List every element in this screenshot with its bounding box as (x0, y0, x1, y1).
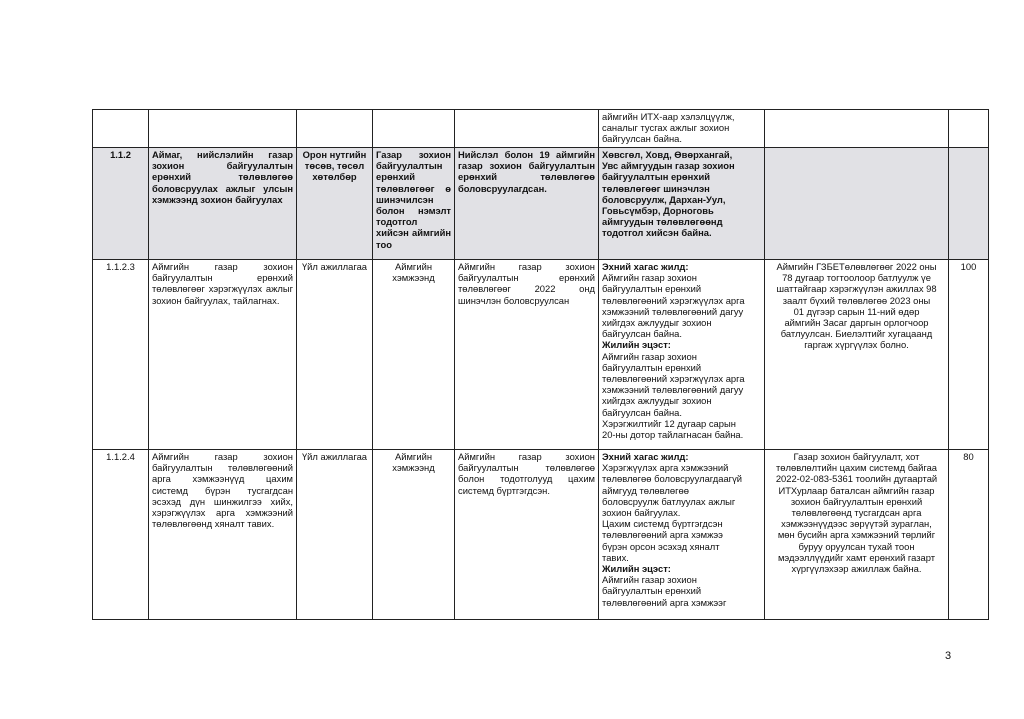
report-line: бүрэн орсон эсэхэд хяналт (602, 540, 720, 552)
report-line: Хөвсгөл, Ховд, Өвөрхангай, (602, 149, 733, 160)
report-line: аймгийн ИТХ-аар хэлэлцүүлж, (602, 111, 735, 122)
cell-responsible: Орон нутгийн төсөв, төсөл хөтөлбөр (297, 148, 373, 260)
report-line: байгуулсан байна. (602, 406, 682, 418)
report-line: төлөвлөгөөний хэрэгжүүлэх арга (602, 294, 745, 306)
cell-target: Аймгийн газар зохион байгуулалтын төлөвлөгөө болон тодотголууд цахим системд бүртгэгдсэн. (455, 450, 599, 620)
report-line: саналыг тусгах ажлыг зохион (602, 122, 730, 134)
report-line: төлөвлөгөө боловсруулагдаагүй (602, 473, 743, 485)
report-line: хийгдэх ажлуудыг зохион (602, 395, 712, 407)
cell-indicator (373, 110, 455, 148)
report-line: Аймгийн газар зохион (602, 574, 697, 586)
report-line: төлөвлөгөөний хэрэгжүүлэх арга (602, 373, 745, 385)
report-line: байгуулалтын ерөнхий (602, 171, 711, 183)
report-line: Жилийн эцэст: (602, 339, 671, 351)
report-line: байгуулалтын ерөнхий (602, 283, 702, 295)
cell-indicator: Аймгийн хэмжээнд (373, 260, 455, 450)
report-line: төлөвлөгөөний арга хэмжээг (602, 596, 727, 608)
report-line: 20-ны дотор тайлагнасан байна. (602, 429, 744, 441)
cell-num: 1.1.2 (93, 148, 149, 260)
cell-score (949, 148, 989, 260)
cell-report (599, 148, 765, 260)
assessment-line: мэдээллүүдийг хамт ерөнхий газарт (777, 551, 936, 563)
assessment-line: Газар зохион байгуулалт, хот (793, 451, 920, 462)
report-line: хийгдэх ажлуудыг зохион (602, 317, 712, 329)
report-line: Эхний хагас жилд: (602, 261, 689, 272)
assessment-line: мөн бусийн арга хэмжээний төрлийг (777, 529, 936, 541)
report-line: Эхний хагас жилд: (602, 451, 689, 462)
report-line: хэмжээний төлөвлөгөөний дагуу (602, 305, 744, 317)
table-row (93, 260, 989, 450)
assessment-line: батлуулсан. Биелэлтийг хугацаанд (780, 328, 933, 340)
cell-assessment (765, 450, 949, 620)
report-line: Хэрэгжилтийг 12 дугаар сарын (602, 417, 736, 429)
assessment-line: 78 дугаар тогтоолоор батлуулж үе (782, 272, 931, 284)
cell-task: Аймаг, нийслэлийн газар зохион байгуулалтын ерөнхий төлөвлөгөө боловсруулах ажлыг улсын хэмжээнд зохион байгуулах (149, 148, 297, 260)
cell-report (599, 110, 765, 148)
assessment-line: Аймгийн ГЗБЕТөлөвлөгөөг 2022 оны (776, 261, 937, 272)
cell-responsible (297, 110, 373, 148)
report-line: байгуулсан байна. (602, 133, 682, 145)
report-line: хэмжээний төлөвлөгөөний дагуу (602, 384, 744, 396)
report-line: байгуулалтын ерөнхий (602, 585, 702, 597)
report-line: Увс аймгуудын газар зохион (602, 160, 735, 172)
table-row (93, 450, 989, 620)
report-line: төлөвлөгөөг шинэчлэн (602, 182, 710, 194)
cell-indicator: Газар зохион байгуулалтын ерөнхий төлөвлөгөөг ө шинэчилсэн болон нэмэлт тодотгол хийсэн аймгийн тоо (373, 148, 455, 260)
cell-num (93, 110, 149, 148)
report-line: байгуулсан байна. (602, 328, 682, 340)
report-line: боловсруулж, Дархан-Уул, (602, 193, 726, 205)
cell-score (949, 110, 989, 148)
report-line: Говьсүмбэр, Дорноговь (602, 205, 714, 217)
assessment-line: төлөвлөлтийн цахим системд байгаа (776, 462, 937, 474)
cell-task: Аймгийн газар зохион байгуулалтын төлөвлөгөөний арга хэмжээнүүд цахим системд бүрэн тусгагдсан эсэхэд дүн шинжилгээ хийх, хэрэгжүүлэх арга хэмжээний төлөвлөгөөнд хяналт тавих. (149, 450, 297, 620)
cell-responsible: Үйл ажиллагаа (297, 260, 373, 450)
cell-assessment (765, 260, 949, 450)
report-line: байгуулалтын ерөнхий (602, 361, 702, 373)
assessment-line: заалт бүхий төлөвлөгөө 2023 оны (782, 294, 931, 306)
cell-report (599, 450, 765, 620)
cell-score: 80 (949, 450, 989, 620)
assessment-line: 01 дүгээр сарын 11-ний өдөр (793, 305, 920, 317)
report-line: аймгууд төлөвлөгөө (602, 484, 689, 496)
assessment-line: буруу оруулсан тухай тоон (798, 540, 915, 552)
cell-score: 100 (949, 260, 989, 450)
assessment-line: аймгийн Засаг даргын орлогчоор (784, 317, 929, 329)
assessment-line: хүргүүлэхээр ажиллаж байна. (791, 563, 922, 575)
cell-report (599, 260, 765, 450)
cell-assessment (765, 110, 949, 148)
cell-responsible: Үйл ажиллагаа (297, 450, 373, 620)
cell-target: Аймгийн газар зохион байгуулалтын ерөнхий төлөвлөгөөг 2022 онд шинэчлэн боловсруулсан (455, 260, 599, 450)
assessment-line: гаргаж хүргүүлэх болно. (804, 339, 909, 351)
report-line: Жилийн эцэст: (602, 563, 671, 575)
cell-num: 1.1.2.4 (93, 450, 149, 620)
table-row-section (93, 148, 989, 260)
report-line: Цахим системд бүртгэгдсэн (602, 518, 723, 530)
table-row-continued (93, 110, 989, 148)
cell-num: 1.1.2.3 (93, 260, 149, 450)
cell-task: Аймгийн газар зохион байгуулалтын ерөнхий төлөвлөгөөг хэрэгжүүлэх ажлыг зохион байгуулах, тайлагнах. (149, 260, 297, 450)
report-line: тавих. (602, 551, 629, 563)
assessment-line: хэмжээнүүдээс зөрүүтэй зураглан, (781, 518, 932, 530)
assessment-line: төлөвлөгөөнд тусгагдсан арга (791, 507, 922, 519)
report-line: боловсруулж батлуулах ажлыг (602, 495, 736, 507)
report-line: зохион байгуулах. (602, 507, 681, 519)
report-line: Аймгийн газар зохион (602, 272, 697, 284)
plan-report-table (92, 109, 989, 620)
assessment-line: зохион байгуулалтын ерөнхий (790, 495, 923, 507)
report-line: аймгуудын төлөвлөгөөнд (602, 216, 723, 228)
cell-task (149, 110, 297, 148)
page-number: 3 (945, 650, 952, 662)
cell-target: Нийслэл болон 19 аймгийн газар зохион байгуулалтын ерөнхий төлөвлөгөө боловсруулагдсан. (455, 148, 599, 260)
cell-assessment (765, 148, 949, 260)
cell-indicator: Аймгийн хэмжээнд (373, 450, 455, 620)
report-line: тодотгол хийсэн байна. (602, 227, 712, 239)
assessment-line: шаттайгаар хэрэгжүүлэн ажиллах 98 (776, 283, 937, 295)
report-line: Аймгийн газар зохион (602, 350, 697, 362)
cell-target (455, 110, 599, 148)
assessment-line: 2022-02-083-5361 тоолийн дугаартай (775, 473, 938, 485)
report-line: төлөвлөгөөний арга хэмжээ (602, 529, 723, 541)
report-line: Хэрэгжүүлэх арга хэмжээний (602, 462, 729, 474)
assessment-line: ИТХурлаар баталсан аймгийн газар (778, 484, 935, 496)
